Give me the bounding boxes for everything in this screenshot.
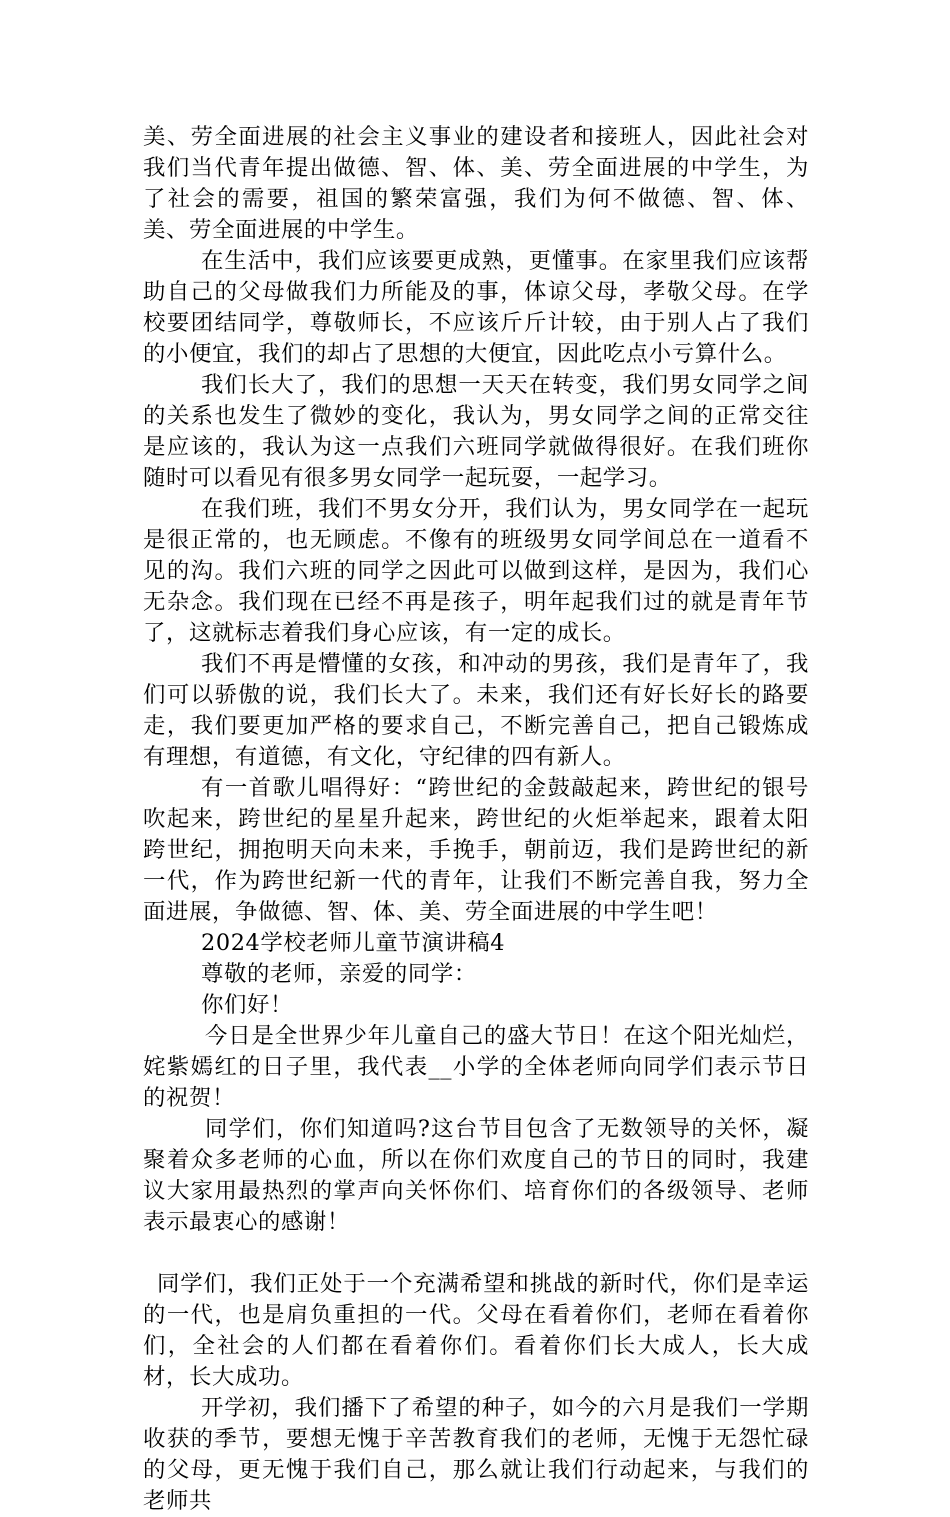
paragraph-thanks: 同学们，你们知道吗?这台节目包含了无数领导的关怀，凝聚着众多老师的心血，所以在你们欢度自己的节日的同时，我建议大家用最热烈的掌声向关怀你们、培育你们的各级领导、老师表示最衷心的感谢！ (143, 1116, 809, 1235)
document-body (143, 122, 809, 1517)
paragraph-festival-day: 今日是全世界少年儿童自己的盛大节日！在这个阳光灿烂，姹紫嫣红的日子里，我代表__小学的全体老师向同学们表示节日的祝贺！ (143, 1023, 809, 1111)
paragraph-semester-harvest: 开学初，我们播下了希望的种子，如今的六月是我们一学期收获的季节，要想无愧于辛苦教育我们的老师，无愧于无怨忙碌的父母，更无愧于我们自己，那么就让我们行动起来，与我们的老师共 (143, 1395, 809, 1514)
paragraph-our-class: 在我们班，我们不男女分开，我们认为，男女同学在一起玩是很正常的，也无顾虑。不像有的班级男女同学间总在一道看不见的沟。我们六班的同学之因此可以做到这样，是因为，我们心无杂念。我们现在已经不再是孩子，明年起我们过的就是青年节了，这就标志着我们身心应该，有一定的成长。 (143, 496, 809, 646)
paragraph-life-maturity: 在生活中，我们应该要更成熟，更懂事。在家里我们应该帮助自己的父母做我们力所能及的事，体谅父母，孝敬父母。在学校要团结同学，尊敬师长，不应该斤斤计较，由于别人占了我们的小便宜，我们的却占了思想的大便宜，因此吃点小亏算什么。 (143, 248, 809, 367)
greeting: 你们好！ (201, 992, 293, 1018)
paragraph-continued: 美、劳全面进展的社会主义事业的建设者和接班人，因此社会对我们当代青年提出做德、智、体、美、劳全面进展的中学生，为了社会的需要，祖国的繁荣富强，我们为何不做德、智、体、美、劳全面进展的中学生。 (143, 124, 809, 243)
salutation: 尊敬的老师，亲爱的同学： (201, 961, 477, 987)
paragraph-no-longer-children: 我们不再是懵懂的女孩，和冲动的男孩，我们是青年了，我们可以骄傲的说，我们长大了。未来，我们还有好长好长的路要走，我们要更加严格的要求自己，不断完善自己，把自己锻炼成有理想，有道德，有文化，守纪律的四有新人。 (143, 651, 809, 770)
paragraph-new-era: 同学们，我们正处于一个充满希望和挑战的新时代，你们是幸运的一代，也是肩负重担的一代。父母在看着你们，老师在看着你们，全社会的人们都在看着你们。看着你们长大成人，长大成材，长大成功。 (143, 1271, 809, 1390)
paragraph-growing-up: 我们长大了，我们的思想一天天在转变，我们男女同学之间的关系也发生了微妙的变化，我认为，男女同学之间的正常交往是应该的，我认为这一点我们六班同学就做得很好。在我们班你随时可以看见有很多男女同学一起玩耍，一起学习。 (143, 372, 809, 491)
paragraph-song-quote: 有一首歌儿唱得好：“跨世纪的金鼓敲起来，跨世纪的银号吹起来，跨世纪的星星升起来，跨世纪的火炬举起来，跟着太阳跨世纪，拥抱明天向未来，手挽手，朝前迈，我们是跨世纪的新一代，作为跨世纪新一代的青年，让我们不断完善自我，努力全面进展，争做德、智、体、美、劳全面进展的中学生吧！ (143, 775, 809, 925)
speech-title: 2024学校老师儿童节演讲稿4 (201, 930, 506, 956)
